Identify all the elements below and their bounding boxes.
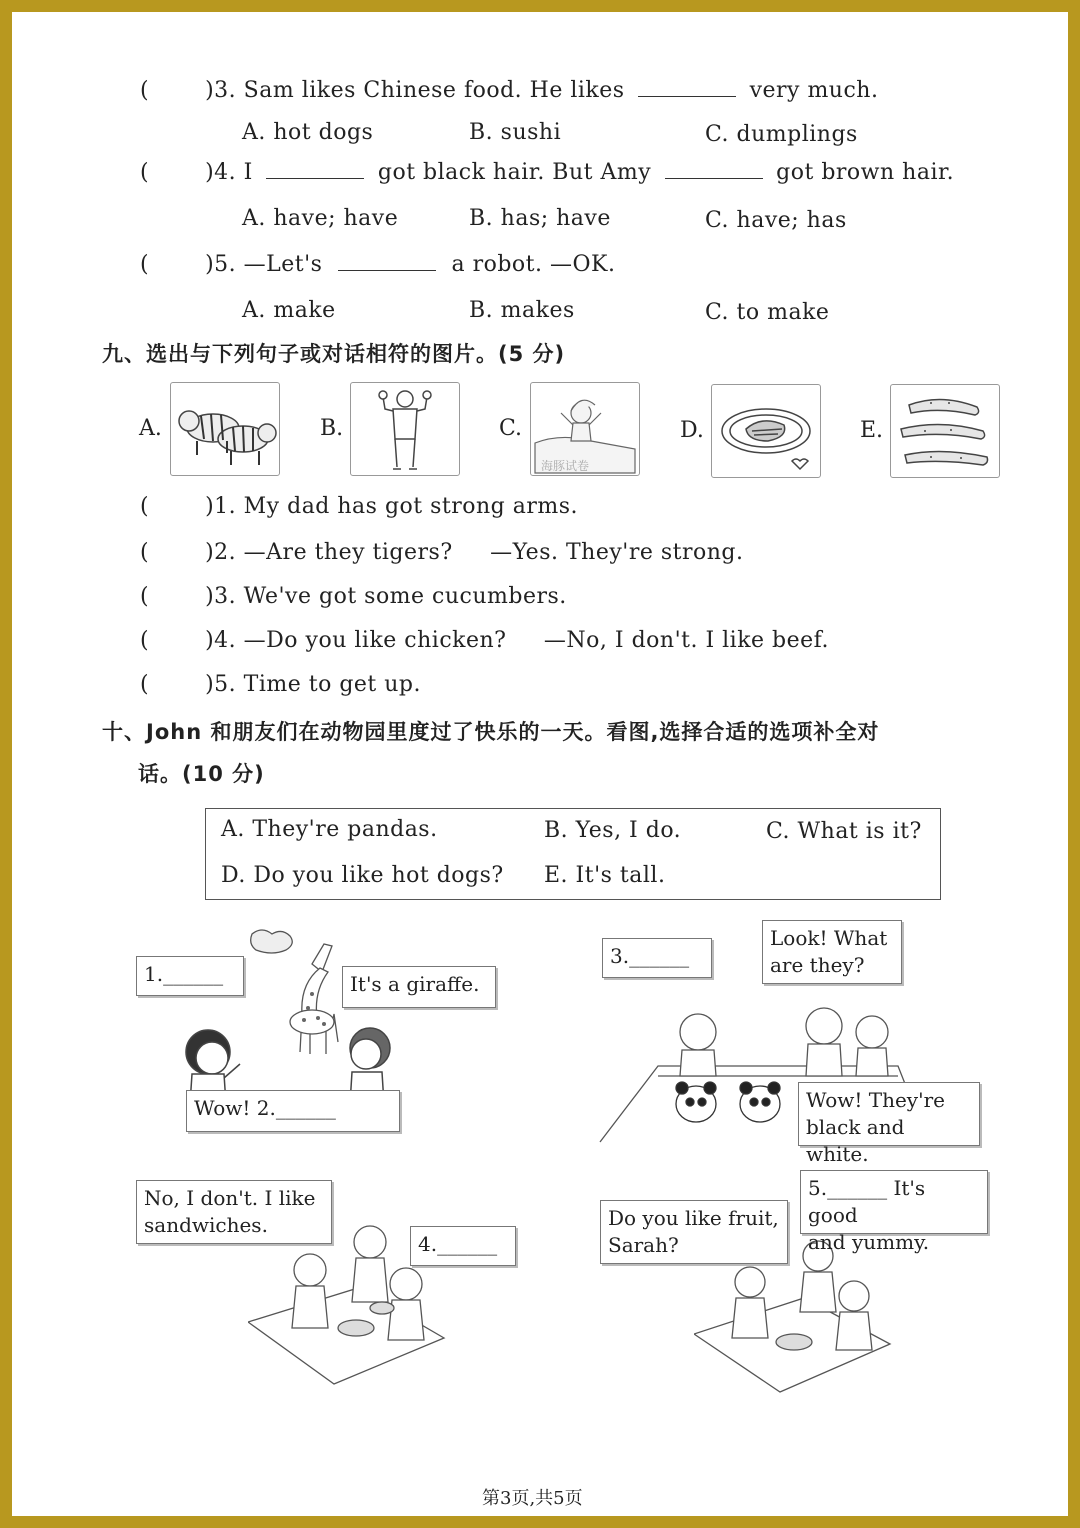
speech-bubble-1[interactable]: 1.______ — [136, 956, 244, 996]
option-c: C. What is it? — [766, 819, 922, 844]
speech-bubble-5[interactable]: 5.______ It's good and yummy. — [800, 1170, 988, 1234]
q8-item-3-option-a: A. hot dogs — [242, 120, 374, 145]
q8-item-3-option-b: B. sushi — [469, 120, 562, 145]
speech-bubble-giraffe: It's a giraffe. — [342, 966, 496, 1008]
answer-blank[interactable] — [266, 160, 364, 179]
answer-blank[interactable] — [665, 160, 763, 179]
q9-item-5: ( )5. Time to get up. — [140, 672, 422, 697]
tigers-picture — [170, 382, 280, 476]
girl-waking-picture — [530, 382, 640, 476]
strong-man-picture — [350, 382, 460, 476]
speech-bubble-2[interactable]: Wow! 2.______ — [186, 1090, 400, 1132]
section-10-title-cont: 话。(10 分) — [138, 762, 265, 786]
q8-item-4-option-a: A. have; have — [242, 206, 399, 231]
page-number: 第3页,共5页 — [482, 1488, 583, 1509]
picture-label-b: B. — [320, 416, 344, 441]
option-d: D. Do you like hot dogs? — [221, 863, 504, 888]
cucumbers-icon — [891, 385, 999, 477]
picture-label-c: C. — [499, 416, 523, 441]
picture-watermark: 海豚试卷 — [541, 459, 590, 473]
q8-item-4: ( )4. I got black hair. But Amy got brown hair. — [140, 160, 955, 185]
speech-bubble-look: Look! What are they? — [762, 920, 902, 984]
beef-plate-icon — [712, 385, 820, 477]
option-box — [205, 808, 941, 900]
q8-item-5: ( )5. —Let's a robot. —OK. — [140, 252, 616, 277]
q9-item-1: ( )1. My dad has got strong arms. — [140, 494, 579, 519]
q8-item-5-option-a: A. make — [242, 298, 336, 323]
picture-label-e: E. — [860, 418, 884, 443]
tigers-icon — [171, 383, 279, 475]
q8-item-4-option-b: B. has; have — [469, 206, 611, 231]
option-a: A. They're pandas. — [221, 817, 438, 842]
q8-item-4-option-c: C. have; has — [705, 208, 847, 233]
speech-bubble-4[interactable]: 4.______ — [410, 1226, 516, 1266]
picture-label-d: D. — [680, 418, 704, 443]
section-10-title: 十、John 和朋友们在动物园里度过了快乐的一天。看图,选择合适的选项补全对 — [102, 720, 880, 744]
strong-man-icon — [351, 383, 459, 475]
answer-blank[interactable] — [338, 252, 436, 271]
giraffe-scene-illustration — [162, 924, 422, 1114]
q8-item-5-option-c: C. to make — [705, 300, 830, 325]
q8-item-3: ( )3. Sam likes Chinese food. He likes very much. — [140, 78, 879, 103]
worksheet-page — [12, 12, 1068, 1516]
picture-label-a: A. — [139, 416, 162, 441]
q9-item-4: ( )4. —Do you like chicken? —No, I don't. I like beef. — [140, 628, 830, 653]
speech-bubble-wow: Wow! They're black and white. — [798, 1082, 980, 1146]
cucumbers-picture — [890, 384, 1000, 478]
q8-item-3-option-c: C. dumplings — [705, 122, 858, 147]
q9-item-2: ( )2. —Are they tigers? —Yes. They're strong. — [140, 540, 744, 565]
answer-blank[interactable] — [638, 78, 736, 97]
speech-bubble-no-dont: No, I don't. I like sandwiches. — [136, 1180, 332, 1244]
section-9-title: 九、选出与下列句子或对话相符的图片。(5 分) — [102, 342, 566, 366]
speech-bubble-fruit: Do you like fruit, Sarah? — [600, 1200, 788, 1264]
beef-plate-picture — [711, 384, 821, 478]
q8-item-5-option-b: B. makes — [469, 298, 575, 323]
q9-item-3: ( )3. We've got some cucumbers. — [140, 584, 567, 609]
option-e: E. It's tall. — [544, 863, 666, 888]
option-b: B. Yes, I do. — [544, 818, 682, 843]
speech-bubble-3[interactable]: 3.______ — [602, 938, 712, 978]
